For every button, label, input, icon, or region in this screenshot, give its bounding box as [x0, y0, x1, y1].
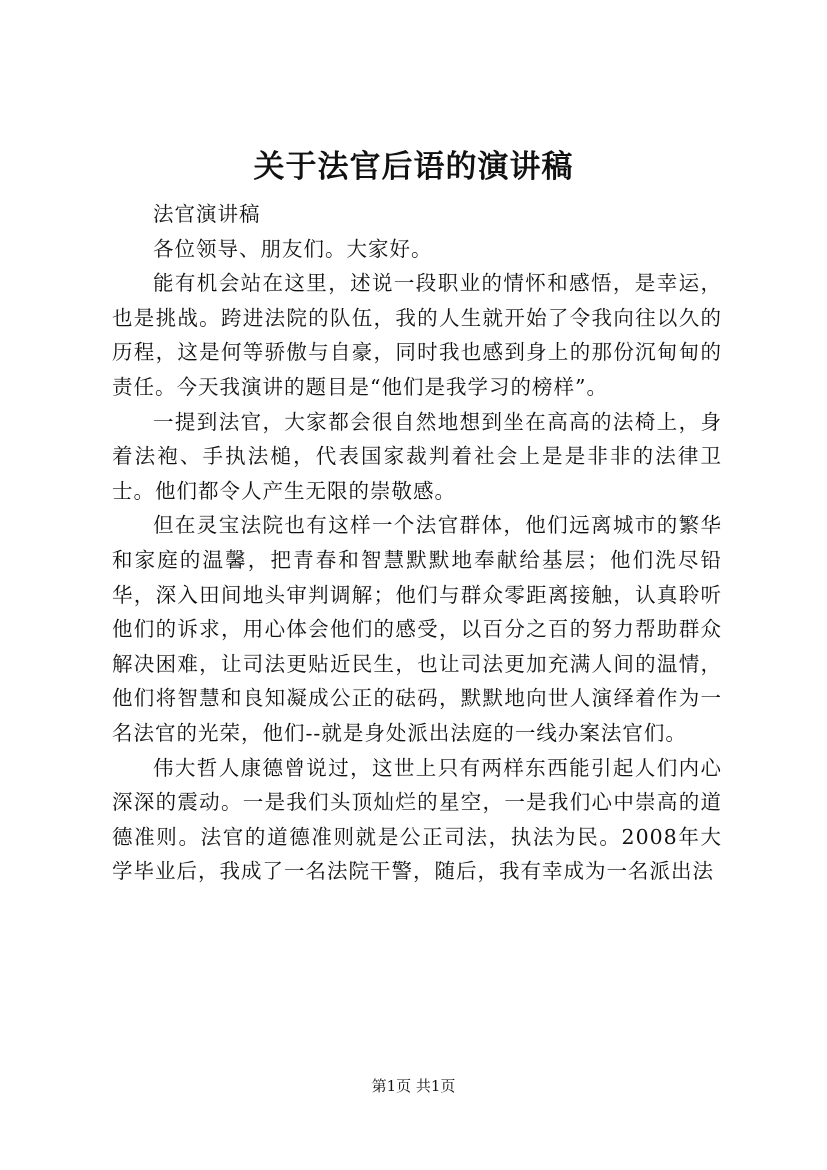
paragraph: 一提到法官，大家都会很自然地想到坐在高高的法椅上，身着法袍、手执法槌，代表国家裁判着社会上是是非非的法律卫士。他们都令人产生无限的崇敬感。	[112, 409, 722, 503]
paragraph: 伟大哲人康德曾说过，这世上只有两样东西能引起人们内心深深的震动。一是我们头顶灿烂的星空，一是我们心中崇高的道德准则。法官的道德准则就是公正司法，执法为民。2008年大学毕业后，我成了一名法院干警，随后，我有幸成为一名派出法	[112, 755, 722, 884]
paragraph: 能有机会站在这里，述说一段职业的情怀和感悟，是幸运，也是挑战。跨进法院的队伍，我的人生就开始了令我向往以久的历程，这是何等骄傲与自豪，同时我也感到身上的那份沉甸甸的责任。今天我演讲的题目是“他们是我学习的榜样”。	[112, 271, 722, 399]
paragraph-greeting: 各位领导、朋友们。大家好。	[153, 236, 433, 261]
paragraph: 但在灵宝法院也有这样一个法官群体，他们远离城市的繁华和家庭的温馨，把青春和智慧默默地奉献给基层；他们洗尽铅华，深入田间地头审判调解；他们与群众零距离接触，认真聆听他们的诉求，用心体会他们的感受，以百分之百的努力帮助群众解决困难，让司法更贴近民生，也让司法更加充满人间的温情，他们将智慧和良知凝成公正的砝码，默默地向世人演绎着作为一名法官的光荣，他们--就是身处派出法庭的一线办案法官们。	[112, 513, 722, 745]
paragraph-subtitle: 法官演讲稿	[153, 202, 261, 226]
document-body	[112, 197, 722, 889]
document-title: 关于法官后语的演讲稿	[253, 149, 574, 185]
page-number-footer: 第1页 共1页	[371, 1077, 456, 1095]
